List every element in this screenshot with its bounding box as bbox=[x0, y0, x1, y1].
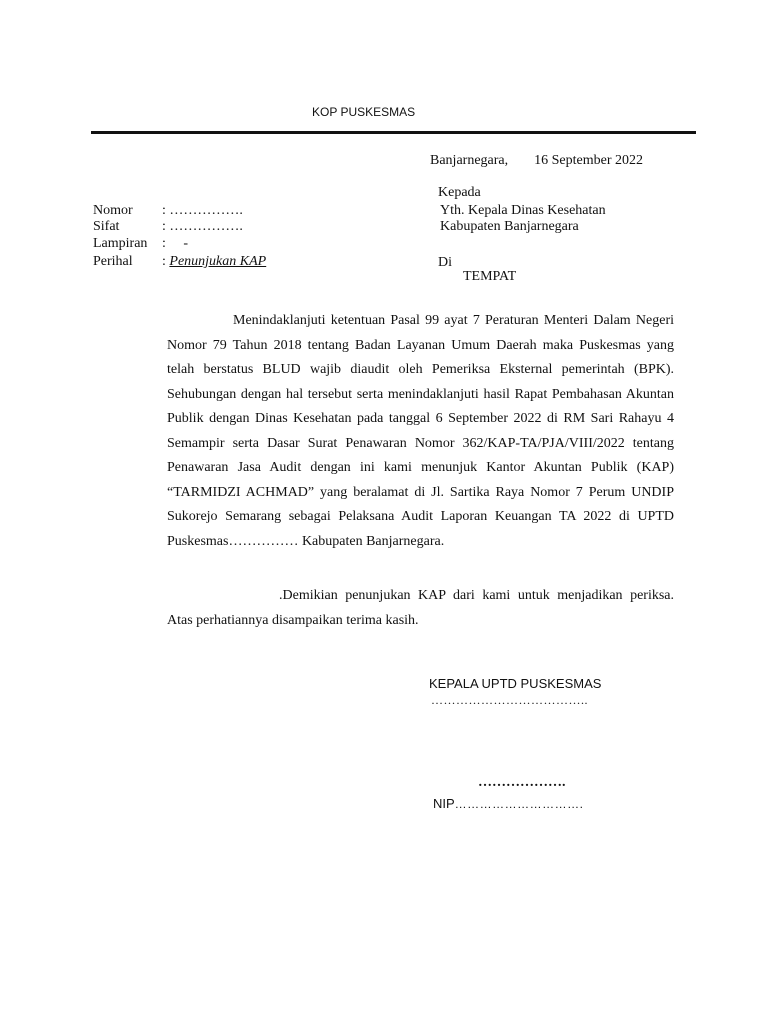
nip-dots: …………………………. bbox=[454, 797, 584, 811]
letter-place: Banjarnegara, bbox=[430, 153, 509, 168]
recipient-line1: Yth. Kepala Dinas Kesehatan bbox=[440, 203, 606, 218]
signer-nip bbox=[433, 796, 584, 811]
recipient-kepada: Kepada bbox=[438, 185, 481, 200]
recipient-tempat: TEMPAT bbox=[463, 269, 517, 284]
letterhead-rule bbox=[91, 131, 696, 134]
place-date bbox=[430, 153, 643, 169]
lampiran-value: : - bbox=[162, 236, 189, 251]
perihal-label: Perihal bbox=[93, 254, 133, 269]
recipient-di: Di bbox=[438, 255, 452, 270]
body-paragraph-1: Menindaklanjuti ketentuan Pasal 99 ayat 7 Peraturan Menteri Dalam Negeri Nomor 79 Tahun 2018 tentang Badan Layanan Umum Daerah maka Puskesmas yang telah berstatus BLUD wajib diaudit oleh Pemeriksa Eksternal pemerintah (BPK). Sehubungan dengan hal tersebut serta menindaklanjuti hasil Rapat Pembahasan Akuntan Publik dengan Dinas Kesehatan pada tanggal 6 September 2022 di RM Sari Rahayu 4 Semampir serta Dasar Surat Penawaran Nomor 362/KAP-TA/PJA/VIII/2022 tentang Penawaran Jasa Audit dengan ini kami menunjuk Kantor Akuntan Publik (KAP) “TARMIDZI ACHMAD” yang beralamat di Jl. Sartika Raya Nomor 7 Perum UNDIP Sukorejo Semarang sebagai Pelaksana Audit Laporan Keuangan TA 2022 di UPTD Puskesmas…………… Kabupaten Banjarnegara. bbox=[167, 313, 674, 549]
nip-label: NIP bbox=[433, 796, 455, 811]
letter-date: 16 September 2022 bbox=[534, 153, 643, 168]
signer-title: KEPALA UPTD PUSKESMAS bbox=[429, 676, 602, 691]
signer-name-dots: ………………. bbox=[478, 775, 566, 790]
signer-title-dots: ……………………………….. bbox=[431, 693, 588, 707]
perihal-colon: : bbox=[162, 254, 170, 269]
sifat-label: Sifat bbox=[93, 219, 120, 234]
perihal-row bbox=[162, 254, 266, 270]
body-paragraph-2: .Demikian penunjukan KAP dari kami untuk menjadikan periksa. Atas perhatiannya disampaikan terima kasih. bbox=[167, 588, 674, 628]
nomor-value: : ……………. bbox=[162, 203, 243, 218]
nomor-label: Nomor bbox=[93, 203, 133, 218]
sifat-value: : ……………. bbox=[162, 219, 243, 234]
letterhead-kop: KOP PUSKESMAS bbox=[312, 105, 416, 119]
recipient-line2: Kabupaten Banjarnegara bbox=[440, 219, 579, 234]
perihal-value: Penunjukan KAP bbox=[169, 254, 267, 269]
lampiran-label: Lampiran bbox=[93, 236, 148, 251]
